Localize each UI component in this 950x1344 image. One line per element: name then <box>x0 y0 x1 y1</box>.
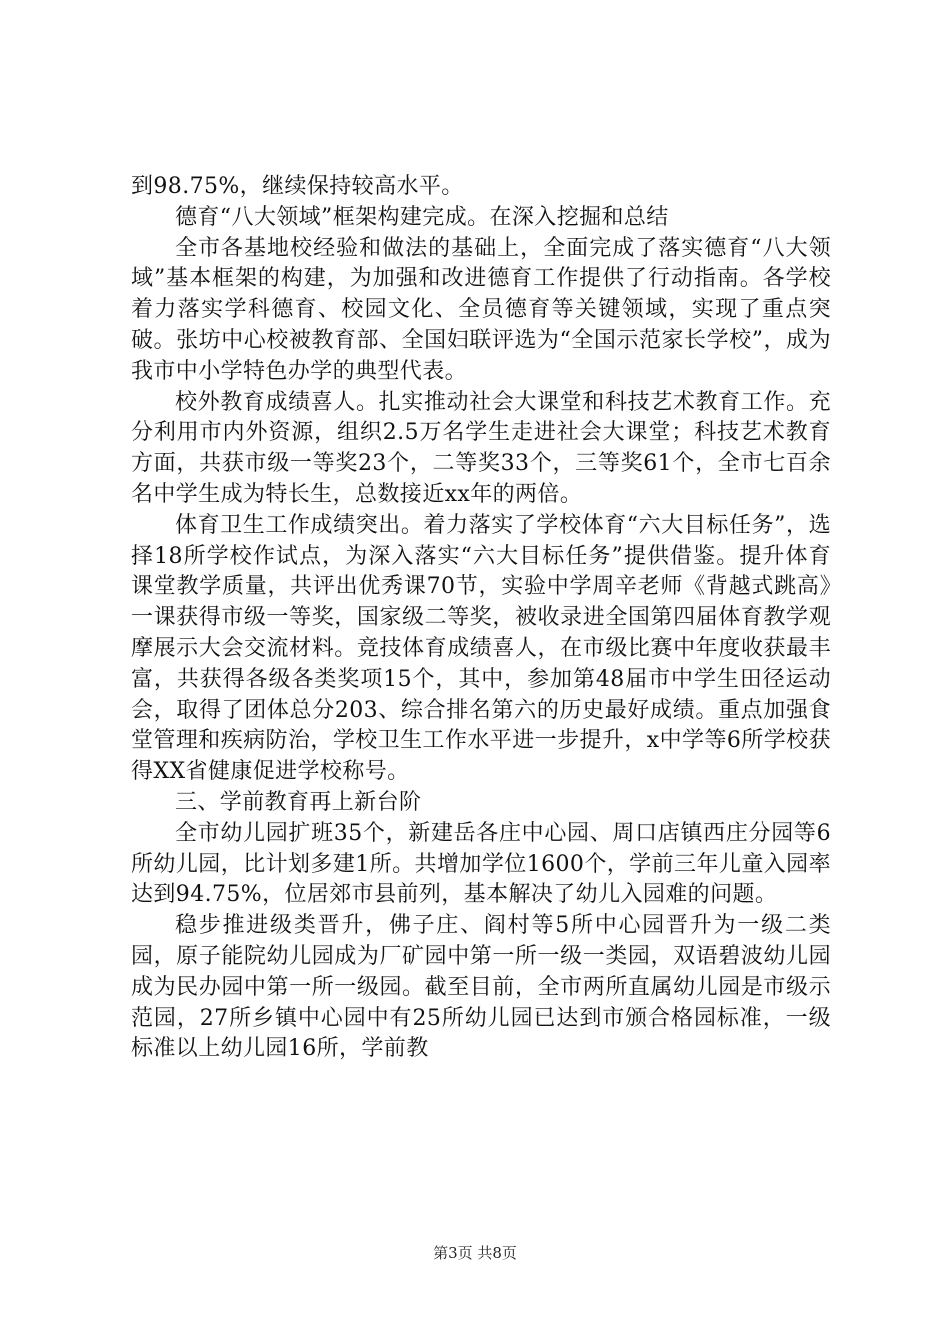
paragraph-1: 到98.75%，继续保持较高水平。 <box>131 174 464 199</box>
paragraph-3: 全市各基地校经验和做法的基础上，全面完成了落实德育“八大领域”基本框架的构建，为加强和改进德育工作提供了行动指南。各学校着力落实学科德育、校园文化、全员德育等关键领域，实现了重点突破。张坊中心校被教育部、全国妇联评选为“全国示范家长学校”，成为我市中小学特色办学的典型代表。 <box>131 235 831 384</box>
paragraph-8: 稳步推进级类晋升，佛子庄、阎村等5所中心园晋升为一级二类园，原子能院幼儿园成为厂矿园中第一所一级一类园，双语碧波幼儿园成为民办园中第一所一级园。截至目前，全市两所直属幼儿园是市级示范园，27所乡镇中心园中有25所幼儿园已达到市颁合格园标准，一级标准以上幼儿园16所，学前教 <box>131 913 831 1062</box>
paragraph-4: 校外教育成绩喜人。扎实推动社会大课堂和科技艺术教育工作。充分利用市内外资源，组织2.5万名学生走进社会大课堂；科技艺术教育方面，共获市级一等奖23个，二等奖33个，三等奖61个，全市七百余名中学生成为特长生，总数接近xx年的两倍。 <box>131 389 831 507</box>
paragraph-5: 体育卫生工作成绩突出。着力落实了学校体育“六大目标任务”，选择18所学校作试点，为深入落实“六大目标任务”提供借鉴。提升体育课堂教学质量，共评出优秀课70节，实验中学周辛老师《背越式跳高》一课获得市级一等奖，国家级二等奖，被收录进全国第四届体育教学观摩展示大会交流材料。竞技体育成绩喜人，在市级比赛中年度收获最丰富，共获得各级各类奖项15个，其中，参加第48届市中学生田径运动会，取得了团体总分203、综合排名第六的历史最好成绩。重点加强食堂管理和疾病防治，学校卫生工作水平进一步提升，x中学等6所学校获得XX省健康促进学校称号。 <box>131 512 831 785</box>
section-heading-3: 三、学前教育再上新台阶 <box>175 789 422 815</box>
page-footer: 第3页 共8页 <box>433 1244 517 1262</box>
paragraph-7: 全市幼儿园扩班35个，新建岳各庄中心园、周口店镇西庄分园等6所幼儿园，比计划多建1所。共增加学位1600个，学前三年儿童入园率达到94.75%，位居郊市县前列，基本解决了幼儿入园难的问题。 <box>131 820 831 908</box>
document-body <box>131 172 831 1065</box>
paragraph-2: 德育“八大领域”框架构建完成。在深入挖掘和总结 <box>175 204 669 230</box>
